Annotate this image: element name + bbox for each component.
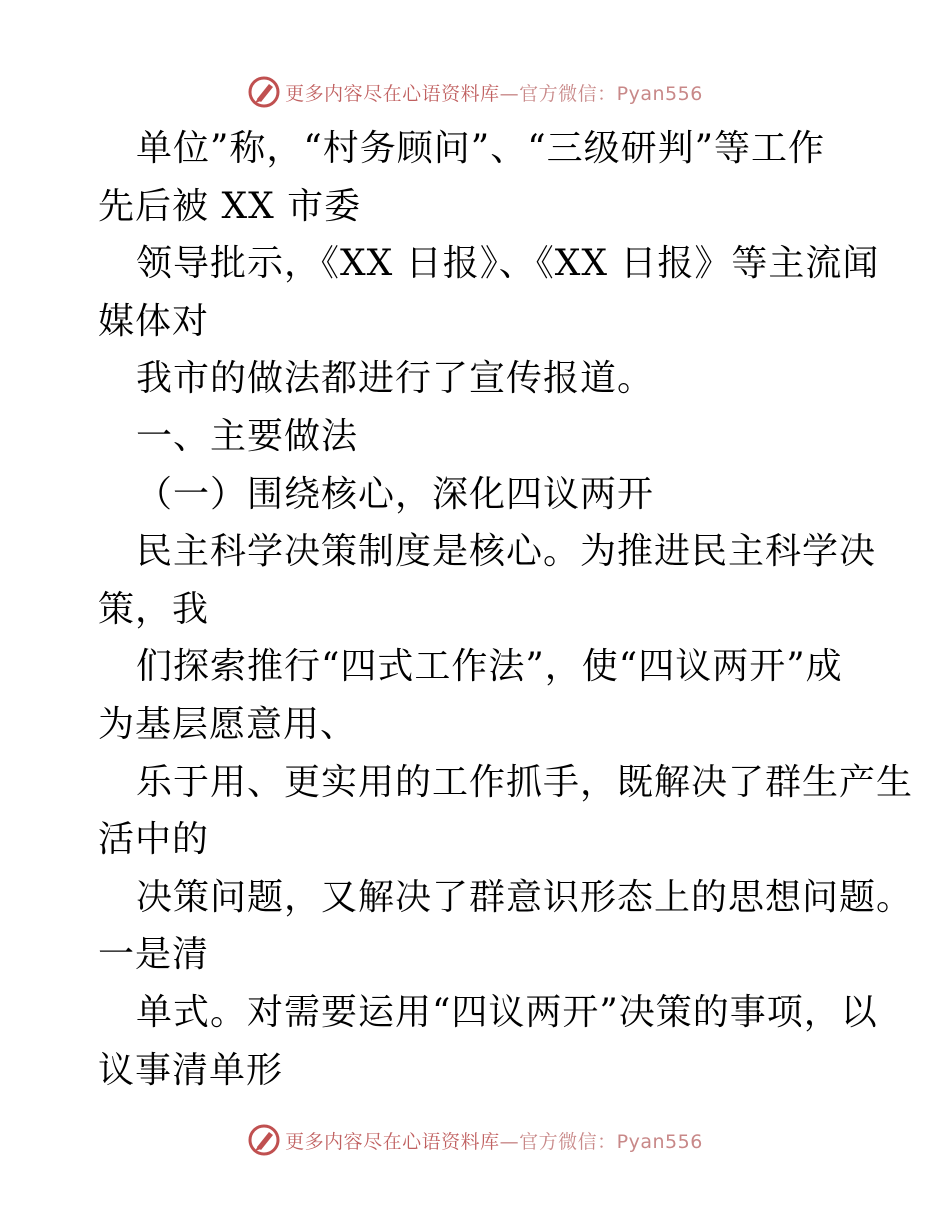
text-line: 单位”称，“村务顾问”、“三级研判”等工作 — [136, 128, 826, 169]
text-line: 决策问题，又解决了群意识形态上的思想问题。 — [136, 876, 914, 918]
watermark-sub: —官方微信：Pyan556 — [499, 1130, 703, 1153]
pen-logo-icon — [247, 75, 281, 109]
document-body — [98, 120, 914, 1099]
text-line: 乐于用、更实用的工作抓手，既解决了群生产生 — [136, 761, 914, 803]
text-line: （一）围绕核心，深化四议两开 — [136, 473, 655, 515]
text-line: 单式。对需要运用“四议两开”决策的事项，以 — [136, 991, 878, 1033]
text-line: 一是清 — [98, 934, 210, 976]
text-line: 策，我 — [98, 588, 210, 630]
watermark-text — [285, 79, 703, 106]
text-line: 们探索推行“四式工作法”，使“四议两开”成 — [136, 646, 843, 688]
text-line: 一、主要做法 — [136, 415, 359, 457]
watermark-main: 更多内容尽在心语资料库 — [285, 82, 500, 105]
text-line: 议事清单形 — [98, 1049, 284, 1091]
watermark-main: 更多内容尽在心语资料库 — [285, 1130, 500, 1153]
watermark-header — [0, 72, 950, 112]
watermark-text — [285, 1127, 703, 1154]
text-line: 先后被 XX 市委 — [98, 185, 362, 227]
watermark-sub: —官方微信：Pyan556 — [499, 82, 703, 105]
watermark-footer — [0, 1120, 950, 1160]
text-line: 为基层愿意用、 — [98, 703, 358, 745]
text-line: 活中的 — [98, 819, 210, 861]
text-line: 媒体对 — [98, 300, 210, 342]
text-line: 领导批示，《XX 日报》、《XX 日报》等主流闻 — [136, 243, 880, 285]
text-line: 我市的做法都进行了宣传报道。 — [136, 358, 655, 400]
text-line: 民主科学决策制度是核心。为推进民主科学决 — [136, 531, 877, 573]
pen-logo-icon — [247, 1123, 281, 1157]
